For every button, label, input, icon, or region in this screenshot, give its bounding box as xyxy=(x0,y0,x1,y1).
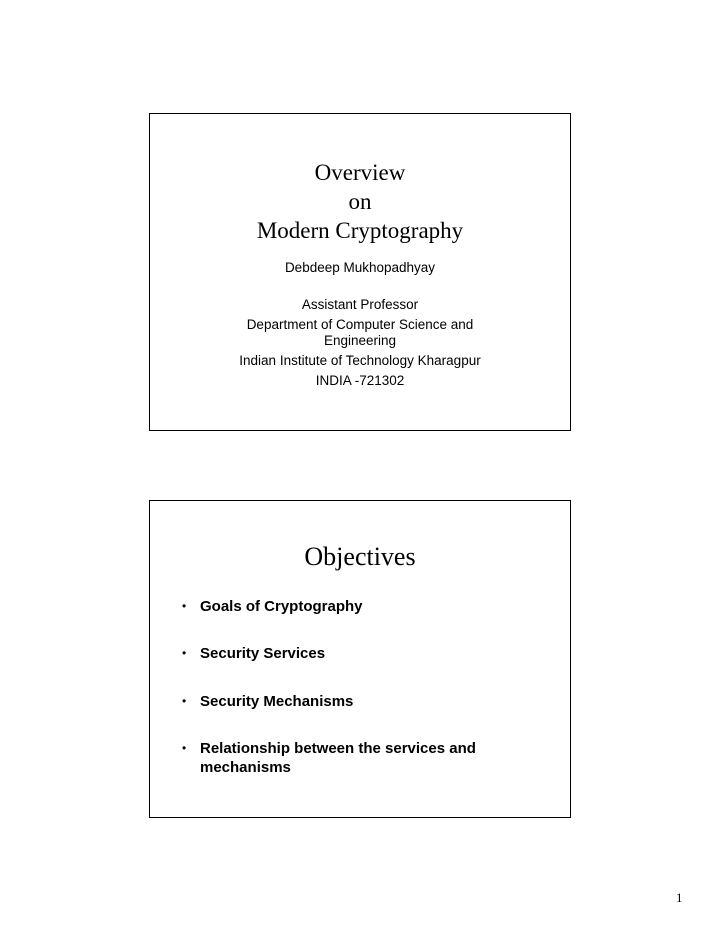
list-item xyxy=(182,597,550,616)
list-item-text: Goals of Cryptography xyxy=(200,598,363,615)
slide-heading: Objectives xyxy=(304,542,416,571)
affiliation-line: INDIA -721302 xyxy=(315,373,405,388)
presentation-title xyxy=(150,158,570,245)
author-affiliation xyxy=(190,297,530,389)
bullet-icon: • xyxy=(182,599,187,613)
list-item-text: Security Mechanisms xyxy=(200,693,354,710)
title-line: Overview xyxy=(314,160,406,185)
author-name: Debdeep Mukhopadhyay xyxy=(284,260,436,275)
title-line: Modern Cryptography xyxy=(256,218,464,243)
list-item xyxy=(182,739,550,777)
slide-objectives xyxy=(149,500,571,818)
affiliation-line: Engineering xyxy=(323,333,397,348)
slide-title xyxy=(149,113,571,431)
affiliation-line: Assistant Professor xyxy=(301,297,419,312)
page-number: 1 xyxy=(676,890,683,905)
list-item-text: Relationship between the services and mechanisms xyxy=(200,740,476,776)
affiliation-line: Department of Computer Science and xyxy=(246,317,474,332)
title-line: on xyxy=(348,189,372,214)
list-item xyxy=(182,692,550,711)
bullet-icon: • xyxy=(182,694,187,708)
affiliation-line: Indian Institute of Technology Kharagpur xyxy=(239,353,481,368)
list-item xyxy=(182,644,550,663)
bullet-icon: • xyxy=(182,646,187,660)
list-item-text: Security Services xyxy=(200,645,326,662)
bullet-icon: • xyxy=(182,741,187,755)
